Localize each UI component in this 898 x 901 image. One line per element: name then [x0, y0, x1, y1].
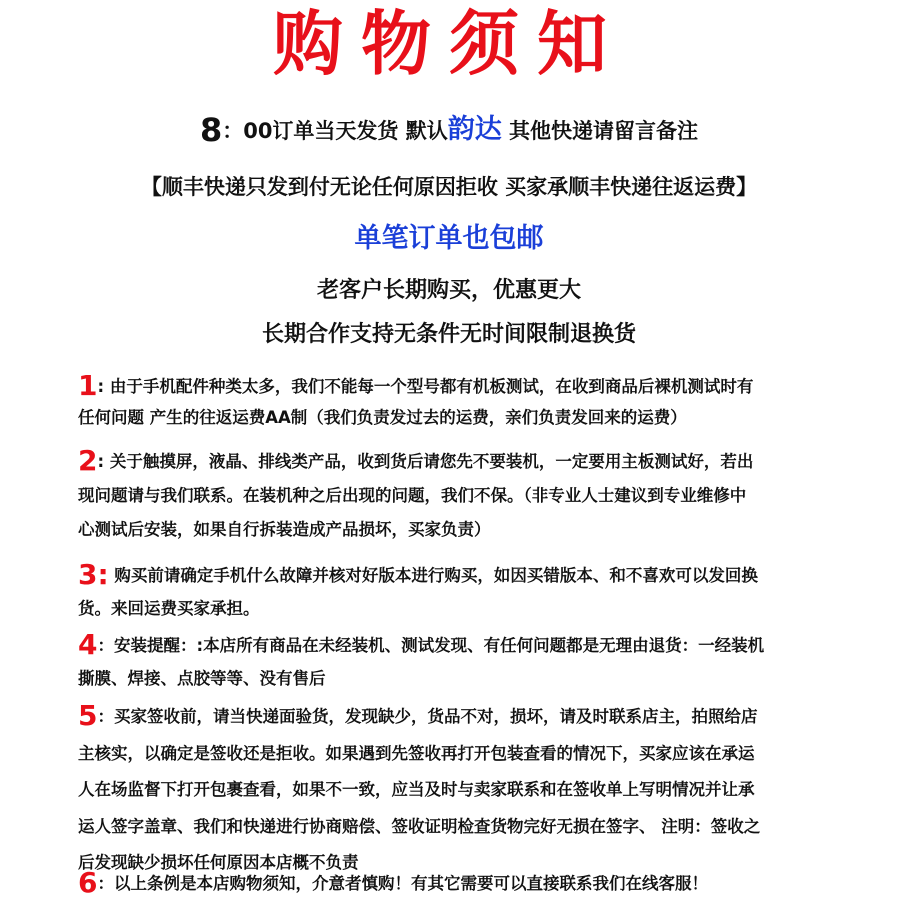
rule-line — [78, 479, 828, 513]
rule-number: 4 — [78, 628, 98, 661]
rule-text: 后发现缺少损坏任何原因本店概不负责 — [78, 853, 359, 872]
rule-text: : 关于触摸屏，液晶、排线类产品，收到货后请您先不要装机，一定要用主板测试好，若出 — [97, 452, 754, 471]
rule-text: ：安装提醒：:本店所有商品在未经装机、测试发现、有任何问题都是无理由退货：一经装机 — [97, 636, 765, 655]
rule-text: 现问题请与我们联系。在装机种之后出现的问题，我们不保。（非专业人士建议到专业维修中 — [78, 486, 747, 505]
shipping-text-1: ：00订单当天发货 默认 — [222, 119, 448, 143]
rule-line — [78, 628, 828, 662]
rule-text: 人在场监督下打开包裹查看，如果不一致，应当及时与卖家联系和在签收单上写明情况并让承 — [78, 780, 755, 799]
rule-item — [78, 698, 828, 882]
rule-text: 撕膜、焊接、点胶等等、没有售后 — [78, 669, 326, 688]
rule-number: 6 — [78, 866, 98, 899]
rule-line — [78, 809, 828, 846]
rule-item — [78, 866, 828, 901]
rule-text: ：买家签收前，请当快递面验货，发现缺少，货品不对，损坏，请及时联系店主，拍照给店 — [97, 707, 758, 726]
rule-text: 心测试后安装，如果自行拆装造成产品损坏，买家负责） — [78, 520, 491, 539]
sf-notice: 【顺丰快递只发到付无论任何原因拒收 买家承顺丰快递往返运费】 — [140, 175, 758, 199]
rule-item — [78, 370, 828, 433]
rule-number: 3: — [78, 558, 109, 591]
rule-item — [78, 444, 828, 547]
rule-line — [78, 662, 828, 695]
rule-line — [78, 444, 828, 479]
rule-line — [78, 558, 828, 592]
rule-line — [78, 592, 828, 625]
rule-number: 5 — [78, 699, 98, 732]
shipping-hour: 8 — [199, 111, 223, 149]
rule-text: 主核实，以确定是签收还是拒收。如果遇到先签收再打开包装查看的情况下，买家应该在承运 — [78, 743, 755, 763]
rule-text: 购买前请确定手机什么故障并核对好版本进行购买，如因买错版本、和不喜欢可以发回换 — [108, 566, 758, 585]
rule-item — [78, 628, 828, 695]
shipping-notice — [0, 112, 898, 149]
free-shipping-notice: 单笔订单也包邮 — [354, 223, 544, 254]
rule-text: 运人签字盖章、我们和快递进行协商赔偿、签收证明检查货物完好无损在签字、 注明：签收之 — [78, 816, 761, 836]
default-courier: 韵达 — [447, 114, 502, 145]
page-title: 购物须知 — [273, 3, 625, 85]
rule-text: 任何问题 产生的往返运费AA制（我们负责发过去的运费，亲们负责发回来的运费） — [78, 408, 687, 427]
return-policy-notice: 长期合作支持无条件无时间限制退换货 — [261, 322, 636, 347]
rule-number: 2 — [78, 444, 98, 477]
rule-text: ：以上条例是本店购物须知，介意者慎购！有其它需要可以直接联系我们在线客服！ — [97, 874, 708, 893]
rule-line — [78, 736, 828, 773]
rule-text: : 由于手机配件种类太多，我们不能每一个型号都有机板测试，在收到商品后裸机测试时有 — [97, 377, 754, 396]
rule-line — [78, 513, 828, 547]
rule-item — [78, 558, 828, 625]
rule-text: 货。来回运费买家承担。 — [78, 599, 260, 618]
rule-line — [78, 370, 828, 402]
rule-number: 1 — [78, 369, 98, 402]
rule-line — [78, 772, 828, 809]
rule-line — [78, 402, 828, 433]
shipping-text-2: 其他快递请留言备注 — [501, 119, 699, 143]
rule-line — [78, 698, 828, 736]
old-customer-notice: 老客户长期购买，优惠更大 — [316, 278, 581, 303]
rule-line — [78, 866, 828, 901]
